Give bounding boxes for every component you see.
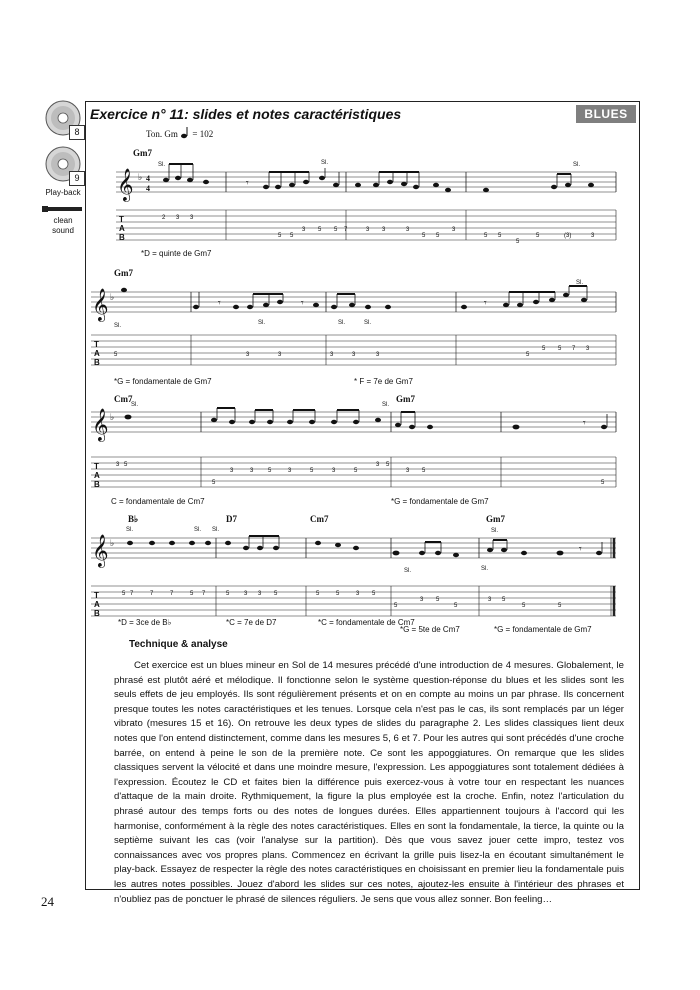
svg-text:5: 5 [274, 591, 278, 597]
cd-track-number: 8 [69, 125, 85, 140]
svg-text:5: 5 [310, 468, 314, 474]
tab-numbers [116, 462, 605, 486]
flat-sign-icon: ♭ [110, 413, 115, 423]
svg-text:5: 5 [536, 233, 540, 239]
svg-text:5: 5 [122, 591, 126, 597]
tab-clef-icon: T [94, 462, 99, 471]
svg-text:5: 5 [422, 468, 426, 474]
svg-text:5: 5 [516, 239, 520, 245]
svg-text:7: 7 [150, 591, 154, 597]
svg-text:3: 3 [591, 233, 595, 239]
tab-clef-icon: T [94, 340, 99, 349]
tab-clef-icon: T [94, 591, 99, 600]
chord-symbol: Gm7 [114, 268, 133, 278]
chord-symbol: B♭ [128, 514, 139, 524]
svg-text:3: 3 [376, 352, 380, 358]
system-1 [116, 148, 616, 258]
technique-label-sl: Sl. [212, 527, 220, 533]
svg-text:5: 5 [268, 468, 272, 474]
svg-text:7: 7 [170, 591, 174, 597]
section-heading: Technique & analyse [129, 639, 228, 650]
tab-numbers [114, 346, 590, 358]
page-number: 24 [41, 894, 54, 909]
svg-text:3: 3 [332, 468, 336, 474]
time-signature-icon: 4 [146, 184, 150, 193]
chord-symbol: D7 [226, 514, 237, 524]
rest-icon: 𝄾 [301, 298, 304, 309]
svg-text:3: 3 [258, 591, 262, 597]
chord-symbol: Gm7 [396, 394, 415, 404]
technique-label-sl: Sl. [576, 280, 584, 286]
sidebar [40, 100, 86, 236]
svg-text:3: 3 [116, 462, 120, 468]
svg-text:7: 7 [130, 591, 134, 597]
rest-icon: 𝄾 [484, 298, 487, 309]
clean-label-line2: sound [52, 226, 74, 235]
clean-label [40, 216, 86, 236]
svg-text:3: 3 [330, 352, 334, 358]
analysis-note: *G = fondamentale de Gm7 [494, 625, 592, 632]
tab-numbers [122, 591, 562, 609]
svg-text:5: 5 [336, 591, 340, 597]
technique-label-sl: Sl. [382, 402, 390, 408]
tab-clef-icon: A [94, 471, 100, 480]
tab-clef-icon: B [94, 480, 100, 489]
svg-text:5: 5 [436, 597, 440, 603]
svg-text:5: 5 [318, 227, 322, 233]
svg-text:5: 5 [278, 233, 282, 239]
svg-text:5: 5 [526, 352, 530, 358]
svg-text:3: 3 [406, 468, 410, 474]
svg-text:5: 5 [372, 591, 376, 597]
svg-text:2: 2 [162, 215, 166, 221]
rest-icon: 𝄾 [579, 544, 582, 555]
technique-label-sl: Sl. [126, 527, 134, 533]
key-label: Ton. Gm [146, 129, 178, 139]
svg-text:5: 5 [316, 591, 320, 597]
time-signature-icon: 4 [146, 174, 150, 183]
note-stems [199, 286, 587, 307]
technique-label-sl: Sl. [491, 528, 499, 534]
note-heads [163, 176, 594, 192]
svg-text:3: 3 [356, 591, 360, 597]
svg-text:3: 3 [230, 468, 234, 474]
svg-text:3: 3 [244, 591, 248, 597]
svg-text:3: 3 [452, 227, 456, 233]
technique-label-sl: Sl. [158, 162, 166, 168]
svg-text:5: 5 [114, 352, 118, 358]
svg-text:3: 3 [246, 352, 250, 358]
rest-icon: 𝄾 [218, 298, 221, 309]
note-beams [253, 286, 587, 294]
flat-sign-icon: ♭ [138, 173, 143, 183]
analysis-note: *G = fondamentale de Gm7 [114, 377, 212, 386]
note-beams [217, 408, 415, 412]
analysis-note: *D = quinte de Gm7 [141, 249, 212, 258]
technique-label-sl: Sl. [364, 320, 372, 326]
svg-text:3: 3 [176, 215, 180, 221]
tab-staff [91, 335, 616, 365]
svg-text:5: 5 [484, 233, 488, 239]
svg-text:5: 5 [124, 462, 128, 468]
note-stems [169, 164, 571, 187]
technique-label-sl: Sl. [321, 160, 329, 166]
genre-badge: BLUES [576, 105, 636, 123]
analysis-note: C = fondamentale de Cm7 [111, 497, 205, 506]
flat-sign-icon: ♭ [110, 293, 115, 303]
svg-text:5: 5 [226, 591, 230, 597]
analysis-note: *G = 5te de Cm7 [400, 625, 460, 632]
treble-clef-icon: 𝄞 [117, 168, 134, 201]
svg-text:3: 3 [288, 468, 292, 474]
svg-text:5: 5 [558, 346, 562, 352]
tab-clef-icon: T [119, 215, 124, 224]
svg-text:3: 3 [352, 352, 356, 358]
svg-text:3: 3 [586, 346, 590, 352]
svg-text:5: 5 [502, 597, 506, 603]
analysis-note: *G = fondamentale de Gm7 [391, 497, 489, 506]
svg-text:5: 5 [290, 233, 294, 239]
svg-text:5: 5 [190, 591, 194, 597]
note-beams [249, 536, 507, 542]
svg-text:3: 3 [250, 468, 254, 474]
exercise-frame [85, 101, 640, 905]
technique-label-sl: Sl. [114, 323, 122, 329]
note-stems [249, 536, 602, 553]
svg-text:3: 3 [278, 352, 282, 358]
analysis-note: *C = fondamentale de Cm7 [318, 618, 415, 627]
svg-text:7: 7 [572, 346, 576, 352]
analysis-note: * F = 7e de Gm7 [354, 377, 413, 386]
svg-text:5: 5 [601, 480, 605, 486]
rest-icon: 𝄾 [583, 418, 586, 429]
cd-track-8 [45, 100, 81, 136]
technique-label-sl: Sl. [194, 527, 202, 533]
technique-label-sl: Sl. [573, 162, 581, 168]
svg-text:7: 7 [344, 227, 348, 233]
svg-text:5: 5 [436, 233, 440, 239]
tab-clef-icon: A [119, 224, 125, 233]
technique-label-sl: Sl. [481, 566, 489, 572]
treble-clef-icon: 𝄞 [92, 408, 109, 441]
technique-label-sl: Sl. [131, 402, 139, 408]
exercise-title: Exercice n° 11: slides et notes caractéristiques [90, 106, 402, 122]
cd-track-number: 9 [69, 171, 85, 186]
svg-text:3: 3 [302, 227, 306, 233]
svg-text:5: 5 [386, 462, 390, 468]
cd-track-9 [45, 146, 81, 182]
clean-label-line1: clean [53, 216, 73, 225]
tab-clef-icon: B [119, 233, 125, 242]
tab-numbers [162, 215, 595, 245]
chord-symbol: Gm7 [486, 514, 505, 524]
svg-text:5: 5 [354, 468, 358, 474]
treble-clef-icon: 𝄞 [92, 534, 109, 567]
technique-label-sl: Sl. [258, 320, 266, 326]
tab-clef-icon: A [94, 600, 100, 609]
system-4 [91, 514, 616, 632]
tab-clef-icon: B [94, 358, 100, 367]
svg-text:5: 5 [542, 346, 546, 352]
treble-clef-icon: 𝄞 [92, 288, 109, 321]
analysis-note: *D = 3ce de B♭ [118, 618, 172, 627]
technique-label-sl: Sl. [404, 568, 412, 574]
chord-symbol: Gm7 [133, 148, 152, 158]
rest-icon: 𝄾 [246, 178, 249, 189]
svg-text:5: 5 [394, 603, 398, 609]
svg-text:3: 3 [406, 227, 410, 233]
chord-symbol: Cm7 [114, 394, 133, 404]
svg-text:3: 3 [366, 227, 370, 233]
system-2 [91, 268, 616, 386]
chord-symbol: Cm7 [310, 514, 329, 524]
svg-text:3: 3 [420, 597, 424, 603]
svg-text:5: 5 [498, 233, 502, 239]
system-3 [91, 394, 616, 506]
svg-text:3: 3 [488, 597, 492, 603]
svg-text:3: 3 [376, 462, 380, 468]
tab-clef-icon: A [94, 349, 100, 358]
note-stems [217, 408, 607, 427]
technique-label-sl: Sl. [338, 320, 346, 326]
flat-sign-icon: ♭ [110, 539, 115, 549]
svg-text:3: 3 [190, 215, 194, 221]
tab-clef-icon: B [94, 609, 100, 618]
analysis-paragraph: Cet exercice est un blues mineur en Sol de 14 mesures précédé d'une introduction de 4 mesures. Globalement, le phrasé est plutôt aéré et mélodique. Il fonctionne selon le système question-réponse du blues et les slides sont les seuls effets de jeu employés. Ils sont régulièrement présents et on en compte au moins un par phrase. Ils concernent presque toutes les notes caractéristiques et les tenues. Lorsque cela n'est pas le cas, ils sont remplacés par un léger vibrato (mesures 15 et 16). On retrouve les deux types de slides du paragraphe 2. Les slides classiques lient deux notes que l'on entend distinctement, comme dans les mesures 5, 6 et 7. Pour les autres qui sont précédés d'une croche barrée, on entend à peine le son de la première note. Ce sont les appoggiatures. On remarque que les slides classiques servent la vélocité et dans une moindre mesure, l'expression. Les appoggiatures sont totalement dédiées à l'expression. Écoutez le CD et faites bien la différence puis exercez-vous à votre tour en respectant les nuances d'attaque de la main droite. Rythmiquement, la figure la plus employée est la croche. Enfin, notez l'articulation du phrasé autour des temps forts ou des notes de longues durées. Elles appartiennent toujours à l'accord qui les harmonise, conformément à la règle des notes caractéristiques. Elles en sont la fondamentale, la tierce, la quinte ou la septième suivant les cas (voir l'analyse sur la partition). Dès que vous savez jouer cette impro, testez vos connaissances avec vos propres plans. Commencez en écrivant la grille puis lisez-la en écoutant simultanément le play-back. Essayez de respecter la règle des notes caractéristiques en choisissant en premier lieu la fondamentale puis les autres notes possibles. Jouez d'abord les slides sur ces notes, ajoutez-les ensuite à l'intérieur des phrases et n'oubliez pas de ponctuer le phrasé de silences réguliers. Je sens que vous allez sonner. Bon feeling… [114, 660, 624, 905]
svg-text:5: 5 [422, 233, 426, 239]
svg-text:5: 5 [212, 480, 216, 486]
svg-text:5: 5 [454, 603, 458, 609]
svg-text:7: 7 [202, 591, 206, 597]
analysis-note: *C = 7e de D7 [226, 618, 277, 627]
score [86, 102, 639, 632]
guitar-icon [40, 204, 86, 214]
note-beams [169, 164, 571, 174]
svg-text:5: 5 [558, 603, 562, 609]
playback-label: Play-back [45, 188, 81, 197]
tempo-value: = 102 [192, 129, 214, 139]
svg-text:3: 3 [382, 227, 386, 233]
svg-text:(3): (3) [564, 233, 572, 239]
svg-text:5: 5 [522, 603, 526, 609]
svg-text:5: 5 [334, 227, 338, 233]
